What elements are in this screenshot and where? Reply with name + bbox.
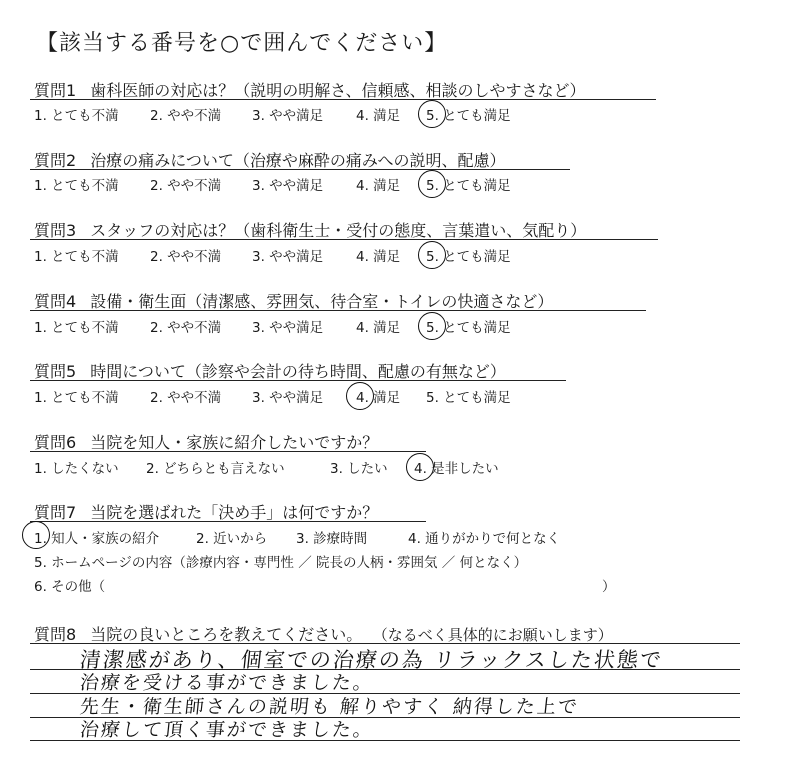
selected-answer-circle	[418, 170, 446, 198]
question-2-label: 質問2	[34, 151, 77, 170]
question-6-label: 質問6	[34, 433, 77, 452]
question-1-label: 質問1	[34, 81, 77, 100]
option-1[interactable]: 1. とても不満	[34, 249, 119, 265]
option-5[interactable]: 5. とても満足	[426, 320, 511, 336]
option-1[interactable]: 1. とても不満	[34, 390, 119, 406]
option-2[interactable]: 2. 近いから	[196, 531, 268, 547]
option-2[interactable]: 2. やや不満	[150, 249, 222, 265]
question-3-text: スタッフの対応は？（歯科衛生士・受付の態度、言葉遣い、気配り）	[90, 221, 587, 240]
option-4[interactable]: 4. 満足	[356, 108, 401, 124]
option-4[interactable]: 4. 是非したい	[414, 461, 499, 477]
selected-answer-circle	[418, 241, 446, 269]
question-8-title	[34, 622, 613, 645]
selected-answer-circle	[406, 453, 434, 481]
selected-answer-circle	[418, 100, 446, 128]
option-3[interactable]: 3. やや満足	[252, 390, 324, 406]
question-2-text: 治療の痛みについて（治療や麻酔の痛みへの説明、配慮）	[90, 151, 506, 170]
question-7-underline	[30, 521, 426, 522]
handwritten-answer-line-2: 治療を受ける事ができました。	[78, 672, 376, 694]
question-4-text: 設備・衛生面（清潔感、雰囲気、待合室・トイレの快適さなど）	[90, 292, 554, 311]
question-6-text: 当院を知人・家族に紹介したいですか？	[90, 433, 379, 452]
question-1-text: 歯科医師の対応は？（説明の明解さ、信頼感、相談のしやすさなど）	[90, 81, 586, 100]
option-4[interactable]: 4. 満足	[356, 320, 401, 336]
option-3[interactable]: 3. やや満足	[252, 320, 324, 336]
question-8-text: 当院の良いところを教えてください。	[90, 625, 363, 644]
option-1[interactable]: 1. 知人・家族の紹介	[34, 531, 160, 547]
question-1-underline	[30, 99, 656, 100]
question-4-underline	[30, 310, 646, 311]
option-2[interactable]: 2. やや不満	[150, 178, 222, 194]
option-4[interactable]: 4. 満足	[356, 390, 401, 406]
option-5[interactable]: 5. とても満足	[426, 249, 511, 265]
option-3[interactable]: 3. したい	[330, 461, 388, 477]
option-2[interactable]: 2. やや不満	[150, 320, 222, 336]
option-4[interactable]: 4. 通りがかりで何となく	[408, 531, 561, 547]
question-7-label: 質問7	[34, 503, 77, 522]
option-3[interactable]: 3. やや満足	[252, 178, 324, 194]
handwritten-answer-line-4: 治療して頂く事ができました。	[78, 719, 376, 741]
handwritten-answer-line-1: 清潔感があり、個室での治療の為 リラックスした状態で	[78, 648, 665, 672]
option-3[interactable]: 3. やや満足	[252, 108, 324, 124]
question-4-label: 質問4	[34, 292, 77, 311]
option-1[interactable]: 1. とても不満	[34, 320, 119, 336]
question-6-underline	[30, 451, 426, 452]
selected-answer-circle	[418, 312, 446, 340]
question-7-text: 当院を選ばれた「決め手」は何ですか？	[90, 503, 379, 522]
option-6[interactable]: 6. その他（	[34, 579, 106, 595]
question-8-label: 質問8	[34, 625, 77, 644]
question-2-underline	[30, 169, 570, 170]
question-5-text: 時間について（診察や会計の待ち時間、配慮の有無など）	[90, 362, 506, 381]
option-2[interactable]: 2. やや不満	[150, 390, 222, 406]
option-5[interactable]: 5. ホームページの内容（診療内容・専門性 ／ 院長の人柄・雰囲気 ／ 何となく）	[34, 555, 528, 571]
option-5[interactable]: 5. とても満足	[426, 178, 511, 194]
selected-answer-circle	[22, 521, 50, 549]
option-2[interactable]: 2. やや不満	[150, 108, 222, 124]
option-6-close-paren: ）	[602, 579, 616, 595]
instruction-heading: 【該当する番号を○で囲んでください】	[36, 31, 448, 56]
handwritten-answer-line-3: 先生・衛生師さんの説明も 解りやすく 納得した上で	[78, 696, 581, 718]
option-5[interactable]: 5. とても満足	[426, 108, 511, 124]
question-3-label: 質問3	[34, 221, 77, 240]
option-1[interactable]: 1. とても不満	[34, 178, 119, 194]
selected-answer-circle	[346, 382, 374, 410]
option-2[interactable]: 2. どちらとも言えない	[146, 461, 285, 477]
option-3[interactable]: 3. 診療時間	[296, 531, 368, 547]
question-5-label: 質問5	[34, 362, 77, 381]
option-5[interactable]: 5. とても満足	[426, 390, 511, 406]
option-1[interactable]: 1. したくない	[34, 461, 119, 477]
question-8-hint: （なるべく具体的にお願いします）	[380, 626, 613, 644]
option-3[interactable]: 3. やや満足	[252, 249, 324, 265]
option-4[interactable]: 4. 満足	[356, 178, 401, 194]
question-3-underline	[30, 239, 658, 240]
question-5-underline	[30, 380, 566, 381]
option-1[interactable]: 1. とても不満	[34, 108, 119, 124]
option-4[interactable]: 4. 満足	[356, 249, 401, 265]
